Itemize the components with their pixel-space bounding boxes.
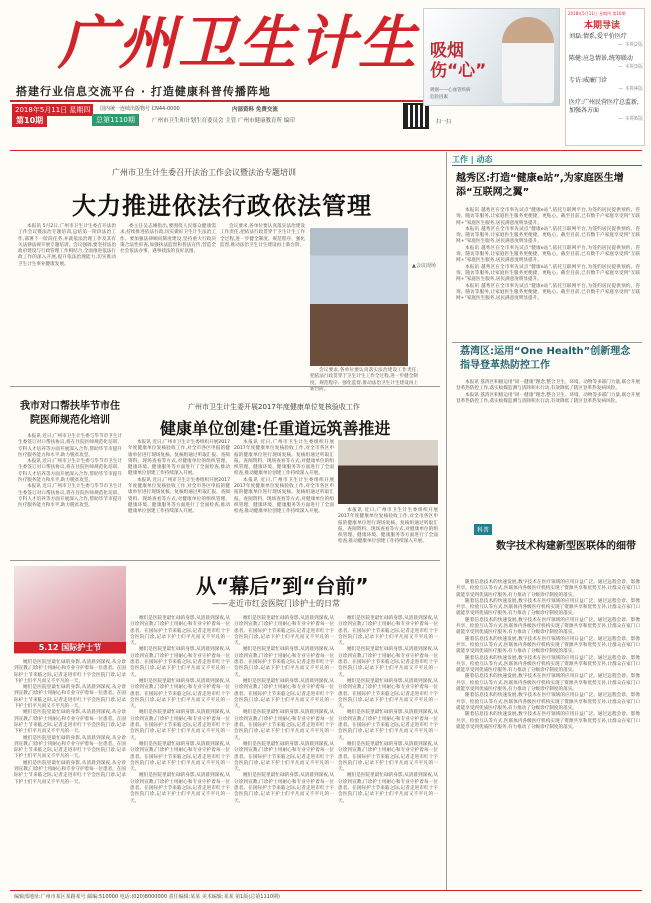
main-headline: 大力推进依法行政依法管理: [72, 192, 372, 220]
footer-rule: [10, 890, 642, 891]
internal-note: 内部资料 免费交流: [232, 107, 278, 113]
story3-headline: 从“幕后”到“台前”: [196, 574, 369, 598]
issue-number: 第10期: [12, 114, 47, 127]
main-photo-caption: ▲会议现场: [412, 263, 436, 269]
masthead-rule: [10, 100, 470, 102]
ad-line2: 危险因素: [430, 95, 448, 100]
toc-header: 本期导读: [584, 21, 621, 31]
column-divider: [446, 152, 447, 890]
section-rule-top: [10, 150, 642, 151]
main-body-col4: 会议要求,各单位要认真落实法治建设工作责任,把依法行政贯穿于卫生计生工作全过程,进一步健全制度、规范程序、强化监督,推动法治卫生计生建设再上新台阶。: [310, 368, 418, 392]
left-headline: 我市对口帮扶毕节市住院医师规范化培训: [20, 401, 120, 426]
science-headline: 数字技术构建新型医联体的细带: [496, 541, 636, 552]
section-label-work: 工作 | 动态: [452, 154, 642, 166]
qr-code[interactable]: [403, 103, 429, 129]
story3-body-a: 她们是医院里最忙碌的身影,从清晨到深夜,从分诊到宣教,门诊护士用耐心和专业守护着每一位患者。在国际护士节来临之际,记者走进市红十字会医院门诊,记录下护士们平凡而又不平凡的一天。 她们是医院里最忙碌的身影,从清晨到深夜,从分诊到宣教,门诊护士用耐心和专业守护着每一位患者。在国际护士节来临之际,记者走进市红十字会医院门诊,记录下护士们平凡而又不平凡的一天。 她们是医院里最忙碌的身影,从清晨到深夜,从分诊到宣教,门诊护士用耐心和专业守护着每一位患者。在国际护士节来临之际,记者走进市红十字会医院门诊,记录下护士们平凡而又不平凡的一天。 她们是医院里最忙碌的身影,从清晨到深夜,从分诊到宣教,门诊护士用耐心和专业守护着每一位患者。在国际护士节来临之际,记者走进市红十字会医院门诊,记录下护士们平凡而又不平凡的一天。 她们是医院里最忙碌的身影,从清晨到深夜,从分诊到宣教,门诊护士用耐心和专业守护着每一位患者。在国际护士节来临之际,记者走进市红十字会医院门诊,记录下护士们平凡而又不平凡的一天。 她们是医院里最忙碌的身影,从清晨到深夜,从分诊到宣教,门诊护士用耐心和专业守护着每一位患者。在国际护士节来临之际,记者走进市红十字会医院门诊,记录下护士们平凡而又不平凡的一天。: [130, 616, 230, 804]
masthead-motto: 搭建行业信息交流平台 · 打造健康科普传播阵地: [16, 85, 271, 98]
side2-headline: 荔湾区:运用“One Health”创新理念指导登革热防控工作: [460, 346, 631, 371]
main-body-col1: 本报讯 5月2日,广州市卫生计生委召开法治工作会议暨法治专题培训,总结第一阶段法治工作,部署下一阶段任务,并就依法治理工作及其有关法律法规开展专题培训。会议强调,要坚持法治政府建设与行政管理工作相结合,全面推进依法行政工作的深入开展,提升依法治理能力,切实推动卫生计生事业健康发展。: [18, 224, 116, 267]
story2-headline: 健康单位创建:任重道远筑善推进: [160, 419, 391, 438]
anti-smoking-ad: [423, 8, 560, 106]
divider: [10, 386, 440, 387]
table-of-contents: [565, 8, 645, 146]
ad-headline: 吸烟伤“心”: [430, 41, 487, 81]
story2-photo: [338, 440, 438, 504]
story2-body-a: 本报讯 近日,广州市卫生计生委组织开展2017年度健康单位复核验收工作,对全市各区申报的健康单位进行现场复核。复核组通过听取汇报、查阅资料、现场查看等方式,对健康单位的组织管理、健康环境、健康服务等方面进行了全面检查,推动健康单位创建工作持续深入开展。 本报讯 近日,广州市卫生计生委组织开展2017年度健康单位复核验收工作,对全市各区申报的健康单位进行现场复核。复核组通过听取汇报、查阅资料、现场查看等方式,对健康单位的组织管理、健康环境、健康服务等方面进行了全面检查,推动健康单位创建工作持续深入开展。: [128, 440, 230, 515]
side1-headline: 越秀区:打造“健康e站”,为家庭医生增添“互联网之翼”: [456, 173, 624, 198]
main-kicker: 广州市卫生计生委召开法治工作会议暨法治专题培训: [112, 168, 296, 177]
main-body-col3: 会议要求,各单位要认真落实法治建设工作责任,把依法行政贯穿于卫生计生工作全过程,进一步健全制度、规范程序、强化监督,推动法治卫生计生建设再上新台阶。: [220, 224, 305, 248]
story2-body-b: 本报讯 近日,广州市卫生计生委组织开展2017年度健康单位复核验收工作,对全市各区申报的健康单位进行现场复核。复核组通过听取汇报、查阅资料、现场查看等方式,对健康单位的组织管理、健康环境、健康服务等方面进行了全面检查,推动健康单位创建工作持续深入开展。 本报讯 近日,广州市卫生计生委组织开展2017年度健康单位复核验收工作,对全市各区申报的健康单位进行现场复核。复核组通过听取汇报、查阅资料、现场查看等方式,对健康单位的组织管理、健康环境、健康服务等方面进行了全面检查,推动健康单位创建工作持续深入开展。: [234, 440, 334, 515]
toc-list: [569, 33, 643, 122]
side1-body: 本报讯 越秀区在全市率先试点“健康e站”,依托互联网平台,为签约居民提供预约、咨询、随访等服务,让家庭医生服务更便捷、更贴心。截至目前,已有数千户家庭享受到“互联网+”家庭医生服务,居民满意度明显提升。 本报讯 越秀区在全市率先试点“健康e站”,依托互联网平台,为签约居民提供预约、咨询、随访等服务,让家庭医生服务更便捷、更贴心。截至目前,已有数千户家庭享受到“互联网+”家庭医生服务,居民满意度明显提升。 本报讯 越秀区在全市率先试点“健康e站”,依托互联网平台,为签约居民提供预约、咨询、随访等服务,让家庭医生服务更便捷、更贴心。截至目前,已有数千户家庭享受到“互联网+”家庭医生服务,居民满意度明显提升。 本报讯 越秀区在全市率先试点“健康e站”,依托互联网平台,为签约居民提供预约、咨询、随访等服务,让家庭医生服务更便捷、更贴心。截至目前,已有数千户家庭享受到“互联网+”家庭医生服务,居民满意度明显提升。 本报讯 越秀区在全市率先试点“健康e站”,依托互联网平台,为签约居民提供预约、咨询、随访等服务,让家庭医生服务更便捷、更贴心。截至目前,已有数千户家庭享受到“互联网+”家庭医生服务,居民满意度明显提升。: [456, 208, 640, 302]
main-photo: [310, 228, 408, 366]
story3-body-c: 她们是医院里最忙碌的身影,从清晨到深夜,从分诊到宣教,门诊护士用耐心和专业守护着每一位患者。在国际护士节来临之际,记者走进市红十字会医院门诊,记录下护士们平凡而又不平凡的一天。 她们是医院里最忙碌的身影,从清晨到深夜,从分诊到宣教,门诊护士用耐心和专业守护着每一位患者。在国际护士节来临之际,记者走进市红十字会医院门诊,记录下护士们平凡而又不平凡的一天。 她们是医院里最忙碌的身影,从清晨到深夜,从分诊到宣教,门诊护士用耐心和专业守护着每一位患者。在国际护士节来临之际,记者走进市红十字会医院门诊,记录下护士们平凡而又不平凡的一天。 她们是医院里最忙碌的身影,从清晨到深夜,从分诊到宣教,门诊护士用耐心和专业守护着每一位患者。在国际护士节来临之际,记者走进市红十字会医院门诊,记录下护士们平凡而又不平凡的一天。 她们是医院里最忙碌的身影,从清晨到深夜,从分诊到宣教,门诊护士用耐心和专业守护着每一位患者。在国际护士节来临之际,记者走进市红十字会医院门诊,记录下护士们平凡而又不平凡的一天。 她们是医院里最忙碌的身影,从清晨到深夜,从分诊到宣教,门诊护士用耐心和专业守护着每一位患者。在国际护士节来临之际,记者走进市红十字会医院门诊,记录下护士们平凡而又不平凡的一天。: [338, 616, 438, 804]
story3-body-b: 她们是医院里最忙碌的身影,从清晨到深夜,从分诊到宣教,门诊护士用耐心和专业守护着每一位患者。在国际护士节来临之际,记者走进市红十字会医院门诊,记录下护士们平凡而又不平凡的一天。 她们是医院里最忙碌的身影,从清晨到深夜,从分诊到宣教,门诊护士用耐心和专业守护着每一位患者。在国际护士节来临之际,记者走进市红十字会医院门诊,记录下护士们平凡而又不平凡的一天。 她们是医院里最忙碌的身影,从清晨到深夜,从分诊到宣教,门诊护士用耐心和专业守护着每一位患者。在国际护士节来临之际,记者走进市红十字会医院门诊,记录下护士们平凡而又不平凡的一天。 她们是医院里最忙碌的身影,从清晨到深夜,从分诊到宣教,门诊护士用耐心和专业守护着每一位患者。在国际护士节来临之际,记者走进市红十字会医院门诊,记录下护士们平凡而又不平凡的一天。 她们是医院里最忙碌的身影,从清晨到深夜,从分诊到宣教,门诊护士用耐心和专业守护着每一位患者。在国际护士节来临之际,记者走进市红十字会医院门诊,记录下护士们平凡而又不平凡的一天。 她们是医院里最忙碌的身影,从清晨到深夜,从分诊到宣教,门诊护士用耐心和专业守护着每一位患者。在国际护士节来临之际,记者走进市红十字会医院门诊,记录下护士们平凡而又不平凡的一天。: [234, 616, 334, 804]
story2-kicker: 广州市卫生计生委开展2017年度健康单位复核验收工作: [188, 403, 360, 411]
science-label: 科普: [474, 524, 492, 535]
total-issue: 总第1110期: [92, 114, 139, 126]
toc-item[interactable]: 陈健:应急情景,统筹联动 — 本期3版: [569, 55, 643, 70]
nurse-photo: [14, 566, 126, 654]
story3-subhead: ——走近市红会医院门诊护士的日常: [212, 599, 340, 608]
footer-info: 编辑部地址:广州市某区某路某号 邮编:510000 电话:(020)8000000 责任编辑:某某 美术编辑:某某 第1版(总第1110期): [14, 894, 280, 900]
ad-line1: 吸烟——心血管疾病: [430, 88, 471, 93]
main-body-col2: 委主任吴志刚指出,要围绕人民群众健康需求,持续推进依法行政,切实做好卫生计生法治工作。要加强法律顾问制度建设,坚持重大行政决策合法性审查,加强执法监督和普法宣传,营造全社会依法办事、遇事找法的良好氛围。: [120, 224, 216, 255]
qr-label: 扫一扫: [436, 119, 452, 125]
toc-item[interactable]: 专访:威廉门诊 — 本期4版: [569, 77, 643, 92]
left-body: 本报讯 近日,广州市卫生计生委与毕节市卫生计生委签订对口帮扶协议,将在住院医师规范化培训、专科人才培养等方面开展深入合作,帮助毕节市提升医疗服务能力和水平,助力脱贫攻坚。 本报讯 近日,广州市卫生计生委与毕节市卫生计生委签订对口帮扶协议,将在住院医师规范化培训、专科人才培养等方面开展深入合作,帮助毕节市提升医疗服务能力和水平,助力脱贫攻坚。 本报讯 近日,广州市卫生计生委与毕节市卫生计生委签订对口帮扶协议,将在住院医师规范化培训、专科人才培养等方面开展深入合作,帮助毕节市提升医疗服务能力和水平,助力脱贫攻坚。: [18, 434, 122, 509]
science-body: 随着信息技术的快速发展,数字技术在医疗领域的应用日益广泛。通过远程会诊、影像共享、检验互认等方式,医联体内各级医疗机构实现了资源共享和优势互补,让群众在家门口就能享受到优质医疗服务,有力推动了分级诊疗制度的落实。 随着信息技术的快速发展,数字技术在医疗领域的应用日益广泛。通过远程会诊、影像共享、检验互认等方式,医联体内各级医疗机构实现了资源共享和优势互补,让群众在家门口就能享受到优质医疗服务,有力推动了分级诊疗制度的落实。 随着信息技术的快速发展,数字技术在医疗领域的应用日益广泛。通过远程会诊、影像共享、检验互认等方式,医联体内各级医疗机构实现了资源共享和优势互补,让群众在家门口就能享受到优质医疗服务,有力推动了分级诊疗制度的落实。 随着信息技术的快速发展,数字技术在医疗领域的应用日益广泛。通过远程会诊、影像共享、检验互认等方式,医联体内各级医疗机构实现了资源共享和优势互补,让群众在家门口就能享受到优质医疗服务,有力推动了分级诊疗制度的落实。 随着信息技术的快速发展,数字技术在医疗领域的应用日益广泛。通过远程会诊、影像共享、检验互认等方式,医联体内各级医疗机构实现了资源共享和优势互补,让群众在家门口就能享受到优质医疗服务,有力推动了分级诊疗制度的落实。 随着信息技术的快速发展,数字技术在医疗领域的应用日益广泛。通过远程会诊、影像共享、检验互认等方式,医联体内各级医疗机构实现了资源共享和优势互补,让群众在家门口就能享受到优质医疗服务,有力推动了分级诊疗制度的落实。 随着信息技术的快速发展,数字技术在医疗领域的应用日益广泛。通过远程会诊、影像共享、检验互认等方式,医联体内各级医疗机构实现了资源共享和优势互补,让群众在家门口就能享受到优质医疗服务,有力推动了分级诊疗制度的落实。 随着信息技术的快速发展,数字技术在医疗领域的应用日益广泛。通过远程会诊、影像共享、检验互认等方式,医联体内各级医疗机构实现了资源共享和优势互补,让群众在家门口就能享受到优质医疗服务,有力推动了分级诊疗制度的落实。: [456, 580, 640, 730]
story3-body-left: 她们是医院里最忙碌的身影,从清晨到深夜,从分诊到宣教,门诊护士用耐心和专业守护着每一位患者。在国际护士节来临之际,记者走进市红十字会医院门诊,记录下护士们平凡而又不平凡的一天。 她们是医院里最忙碌的身影,从清晨到深夜,从分诊到宣教,门诊护士用耐心和专业守护着每一位患者。在国际护士节来临之际,记者走进市红十字会医院门诊,记录下护士们平凡而又不平凡的一天。 她们是医院里最忙碌的身影,从清晨到深夜,从分诊到宣教,门诊护士用耐心和专业守护着每一位患者。在国际护士节来临之际,记者走进市红十字会医院门诊,记录下护士们平凡而又不平凡的一天。 她们是医院里最忙碌的身影,从清晨到深夜,从分诊到宣教,门诊护士用耐心和专业守护着每一位患者。在国际护士节来临之际,记者走进市红十字会医院门诊,记录下护士们平凡而又不平凡的一天。 她们是医院里最忙碌的身影,从清晨到深夜,从分诊到宣教,门诊护士用耐心和专业守护着每一位患者。在国际护士节来临之际,记者走进市红十字会医院门诊,记录下护士们平凡而又不平凡的一天。: [14, 660, 126, 785]
toc-date: 2018年5月11日 星期四 第10期: [568, 11, 626, 16]
issue-date: 2018年5月11日 星期四: [12, 104, 93, 116]
nurses-day-banner: 5.12 国际护士节: [14, 642, 126, 653]
toc-item[interactable]: 刘磊:情系,爱平价医疗 — 本期2版: [569, 33, 643, 48]
masthead-title: 广州卫生计生: [58, 9, 419, 77]
divider: [10, 560, 440, 561]
side2-body: 本报讯 荔湾区积极运用“同一健康”理念,整合卫生、环境、动物等多部门力量,联合开展登革热防控工作,落实蚊媒监测与清除积水行动,有效降低了辖区登革热发病风险。 本报讯 荔湾区积极运用“同一健康”理念,整合卫生、环境、动物等多部门力量,联合开展登革热防控工作,落实蚊媒监测与清除积水行动,有效降低了辖区登革热发病风险。: [456, 380, 640, 404]
story2-body-c: 本报讯 近日,广州市卫生计生委组织开展2017年度健康单位复核验收工作,对全市各区申报的健康单位进行现场复核。复核组通过听取汇报、查阅资料、现场查看等方式,对健康单位的组织管理、健康环境、健康服务等方面进行了全面检查,推动健康单位创建工作持续深入开展。: [338, 508, 438, 545]
toc-item[interactable]: 医疗:广州民营医疗总监新,加强各方面 — 本期6版: [569, 99, 643, 122]
divider: [452, 342, 642, 343]
cn-code: 国内统一连续出版物号 CN44-0000: [100, 106, 180, 112]
sponsor-line: 广州市卫生和计划生育委员会 主管 广州市健康教育所 编印: [152, 118, 295, 124]
ad-doctor-photo: [502, 17, 554, 103]
